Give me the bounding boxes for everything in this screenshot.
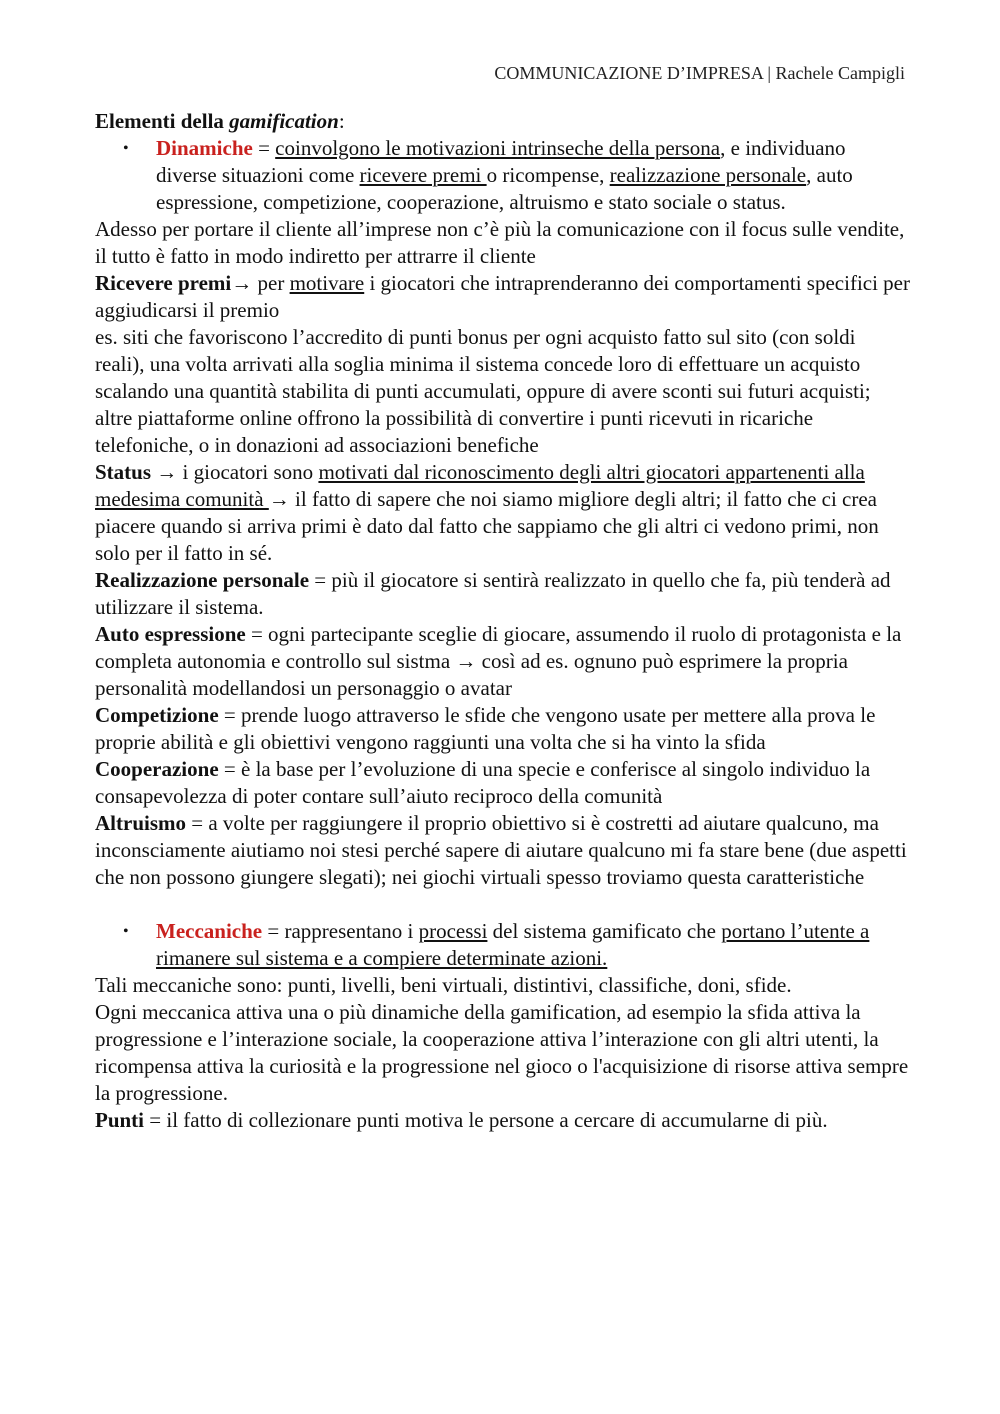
underlined-text: portano l’utente a rimanere sul sistema e a compiere determinate azioni. xyxy=(156,919,870,970)
underlined-text: motivati dal riconoscimento degli altri giocatori appartenenti alla medesima comunità xyxy=(95,460,865,511)
paragraph-example: es. siti che favoriscono l’accredito di punti bonus per ogni acquisto fatto sul sito (con soldi reali), una volta arrivati alla soglia minima il sistema concede loro di effettuare un acquisto scalando una quantità stabilita di punti accumulati, oppure di avere sconti sui futuri acquisti; altre piattaforme online offrono la possibilità di convertire i punti ricevuti in ricariche telefoniche, o in donazioni ad associazioni benefiche xyxy=(95,325,871,457)
term-status: Status xyxy=(95,460,152,484)
heading-prefix: Elementi della xyxy=(95,109,230,133)
bullet-icon: • xyxy=(123,923,129,940)
blank-line xyxy=(95,891,910,918)
heading-italic: gamification xyxy=(229,109,339,133)
term-realizzazione: Realizzazione personale xyxy=(95,568,310,592)
paragraph-cooperazione: Cooperazione = è la base per l’evoluzione di una specie e conferisce al singolo individuo la consapevolezza di poter contare sull’aiuto reciproco della comunità xyxy=(95,757,871,808)
page-header: COMMUNICAZIONE D’IMPRESA | Rachele Campigli xyxy=(494,63,905,83)
paragraph-punti: Punti = il fatto di collezionare punti motiva le persone a cercare di accumularne di più. xyxy=(95,1108,828,1132)
paragraph-adesso: Adesso per portare il cliente all’imprese non c’è più la comunicazione con il focus sulle vendite, il tutto è fatto in modo indiretto per attrarre il cliente xyxy=(95,217,905,268)
paragraph-ricevere-premi: Ricevere premi→ per motivare i giocatori che intraprenderanno dei comportamenti specifici per aggiudicarsi il premio xyxy=(95,271,910,322)
term-auto-espressione: Auto espressione xyxy=(95,622,246,646)
paragraph-auto-espressione: Auto espressione = ogni partecipante sceglie di giocare, assumendo il ruolo di protagonista e la completa autonomia e controllo sul sistma → così ad es. ognuno può esprimere la propria personalità modellandosi un personaggio o avatar xyxy=(95,622,902,700)
paragraph-altruismo: Altruismo = a volte per raggiungere il proprio obiettivo si è costretti ad aiutare qualcuno, ma inconsciamente aiutiamo noi stesi perché sapere di aiutare qualcuno mi fa stare bene (due aspetti che non possono giungere slegati); nei giochi virtuali spesso troviamo questa caratteristiche xyxy=(95,811,907,889)
term-altruismo: Altruismo xyxy=(95,811,186,835)
section-heading xyxy=(95,108,910,135)
paragraph-realizzazione: Realizzazione personale = più il giocatore si sentirà realizzato in quello che fa, più tenderà ad utilizzare il sistema. xyxy=(95,568,891,619)
term-ricevere-premi: Ricevere premi xyxy=(95,271,232,295)
paragraph-tali-meccaniche: Tali meccaniche sono: punti, livelli, beni virtuali, distintivi, classifiche, doni, sfide. xyxy=(95,973,792,997)
heading-suffix: : xyxy=(338,109,345,133)
paragraph-competizione: Competizione = prende luogo attraverso le sfide che vengono usate per mettere alla prova le proprie abilità e gli obiettivi vengono raggiunti una volta che si ha vinto la sfida xyxy=(95,703,876,754)
underlined-text: processi xyxy=(418,919,488,943)
meccaniche-label: Meccaniche xyxy=(156,919,263,943)
dinamiche-label: Dinamiche xyxy=(156,136,253,160)
underlined-text: ricevere premi xyxy=(359,163,487,187)
term-punti: Punti xyxy=(95,1108,145,1132)
bullet-meccaniche: • Meccaniche = rappresentano i processi del sistema gamificato che portano l’utente a rimanere sul sistema e a compiere determinate azioni. xyxy=(123,919,870,970)
term-cooperazione: Cooperazione xyxy=(95,757,219,781)
underlined-text: coinvolgono le motivazioni intrinseche della persona xyxy=(275,136,721,160)
paragraph-status: Status → i giocatori sono motivati dal riconoscimento degli altri giocatori appartenenti alla medesima comunità → il fatto di sapere che noi siamo migliore degli altri; il fatto che ci crea piacere quando si arriva primi è dato dal fatto che sappiamo che gli altri ci vedono primi, non solo per il fatto in sé. xyxy=(95,460,879,565)
paragraph-ogni-meccanica: Ogni meccanica attiva una o più dinamiche della gamification, ad esempio la sfida attiva la progressione e l’interazione sociale, la cooperazione attiva l’interazione con gli altri utenti, la ricompensa attiva la curiosità e la progressione nel gioco o l'acquisizione di risorse attiva sempre la progressione. xyxy=(95,1000,909,1105)
bullet-dinamiche: • Dinamiche = coinvolgono le motivazioni intrinseche della persona, e individuano diverse situazioni come ricevere premi o ricompense, realizzazione personale, auto espressione, competizione, cooperazione, altruismo e stato sociale o status. xyxy=(123,136,853,214)
bullet-icon: • xyxy=(123,140,129,157)
underlined-text: realizzazione personale xyxy=(609,163,807,187)
underlined-text: motivare xyxy=(289,271,365,295)
term-competizione: Competizione xyxy=(95,703,219,727)
document-body xyxy=(95,108,910,1134)
